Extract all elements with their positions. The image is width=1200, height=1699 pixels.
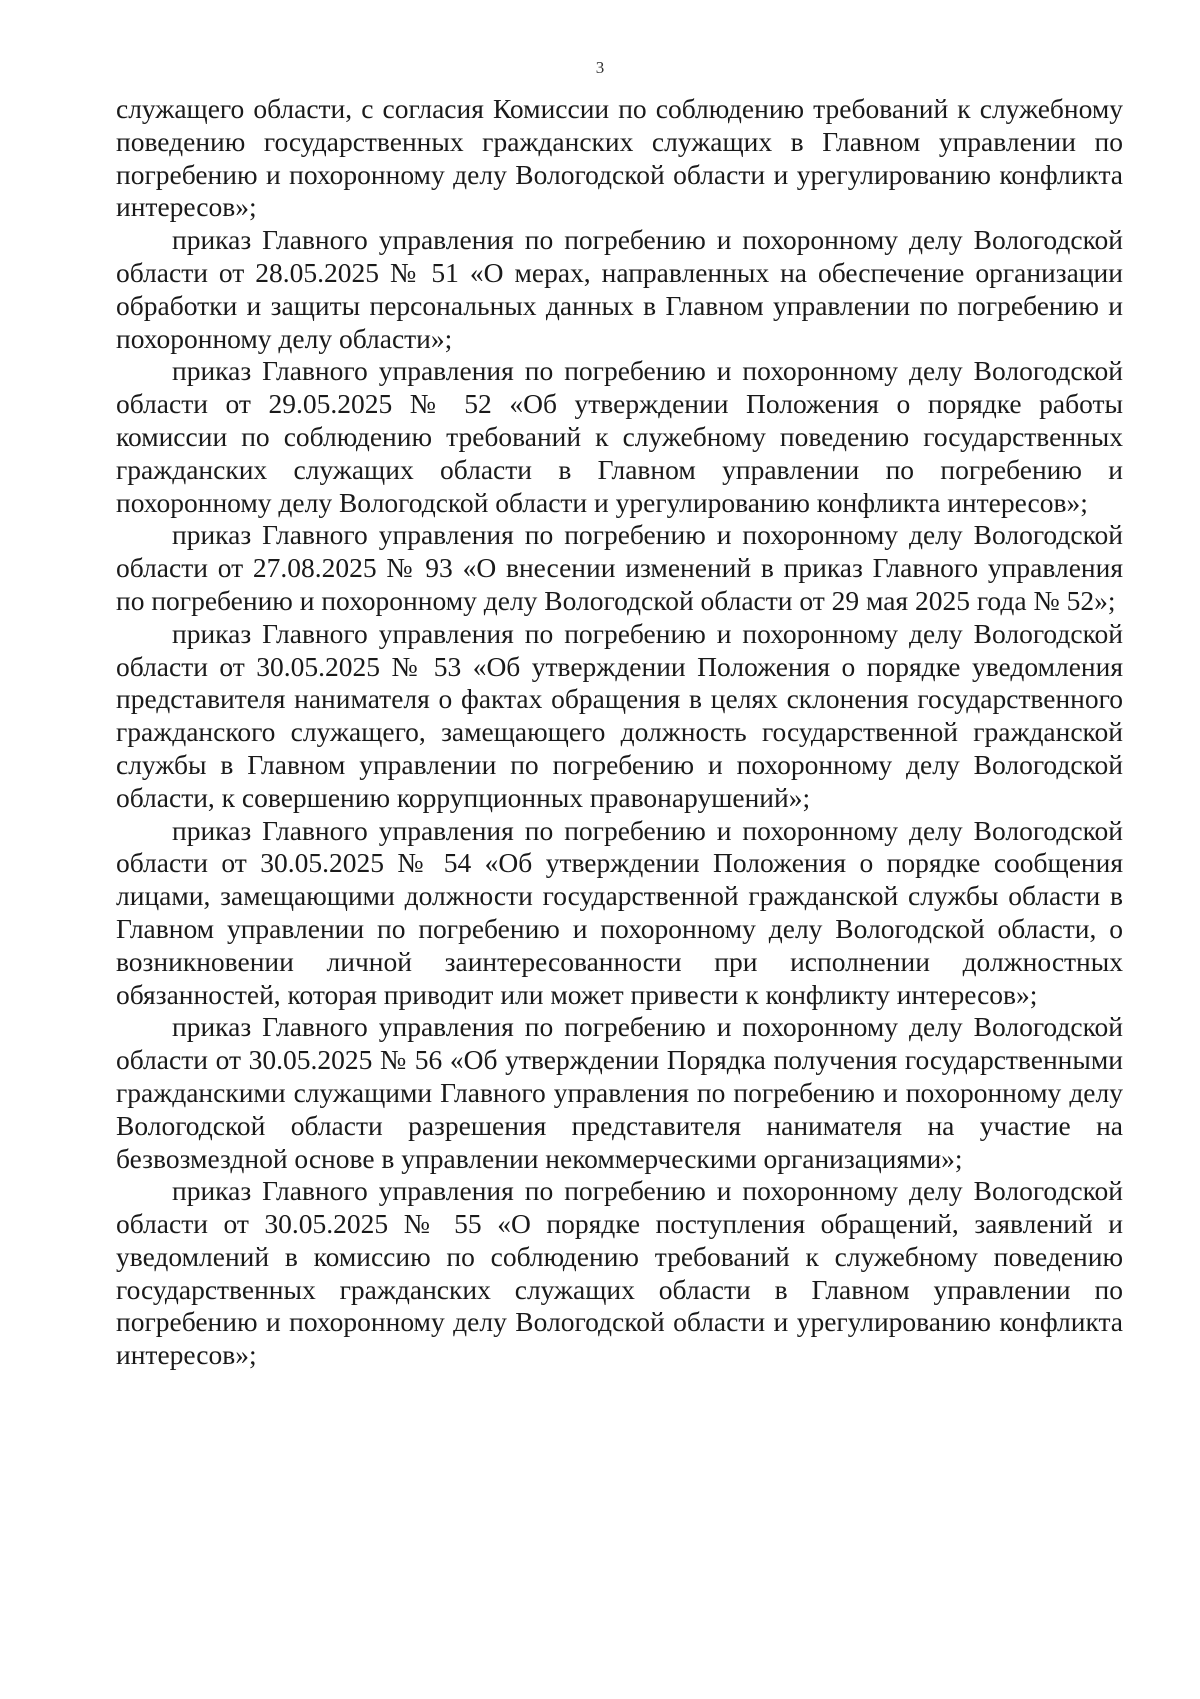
paragraph-continuation: служащего области, с согласия Комиссии по соблюдению требований к служебному поведению государственных гражданских служащих в Главном управлении по погребению и похоронному делу Вологодской области и урегулированию конфликта интересов»; (116, 93, 1123, 223)
paragraph-order-51: приказ Главного управления по погребению и похоронному делу Вологодской области от 28.05.2025 № 51 «О мерах, направленных на обеспечение организации обработки и защиты персональных данных в Главном управлении по погребению и похоронному делу области»; (116, 224, 1123, 354)
paragraph-order-56: приказ Главного управления по погребению и похоронному делу Вологодской области от 30.05.2025 № 56 «Об утверждении Порядка получения государственными гражданскими служащими Главного управления по погребению и похоронному делу Вологодской области разрешения представителя нанимателя на участие на безвозмездной основе в управлении некоммерческими организациями»; (116, 1011, 1123, 1174)
page-number: 3 (595, 58, 605, 77)
paragraph-order-55: приказ Главного управления по погребению и похоронному делу Вологодской области от 30.05.2025 № 55 «О порядке поступления обращений, заявлений и уведомлений в комиссию по соблюдению требований к служебному поведению государственных гражданских служащих области в Главном управлении по погребению и похоронному делу Вологодской области и урегулированию конфликта интересов»; (116, 1175, 1123, 1371)
paragraph-order-93: приказ Главного управления по погребению и похоронному делу Вологодской области от 27.08.2025 № 93 «О внесении изменений в приказ Главного управления по погребению и похоронному делу Вологодской области от 29 мая 2025 года № 52»; (116, 519, 1123, 616)
paragraph-order-52: приказ Главного управления по погребению и похоронному делу Вологодской области от 29.05.2025 № 52 «Об утверждении Положения о порядке работы комиссии по соблюдению требований к служебному поведению государственных гражданских служащих области в Главном управлении по погребению и похоронному делу Вологодской области и урегулированию конфликта интересов»; (116, 355, 1123, 518)
paragraph-order-53: приказ Главного управления по погребению и похоронному делу Вологодской области от 30.05.2025 № 53 «Об утверждении Положения о порядке уведомления представителя нанимателя о фактах обращения в целях склонения государственного гражданского служащего, замещающего должность государственной гражданской службы в Главном управлении по погребению и похоронному делу Вологодской области, к совершению коррупционных правонарушений»; (116, 617, 1123, 813)
paragraph-order-54: приказ Главного управления по погребению и похоронному делу Вологодской области от 30.05.2025 № 54 «Об утверждении Положения о порядке сообщения лицами, замещающими должности государственной гражданской службы области в Главном управлении по погребению и похоронному делу Вологодской области, о возникновении личной заинтересованности при исполнении должностных обязанностей, которая приводит или может привести к конфликту интересов»; (116, 814, 1123, 1010)
document-body (116, 93, 1123, 1372)
